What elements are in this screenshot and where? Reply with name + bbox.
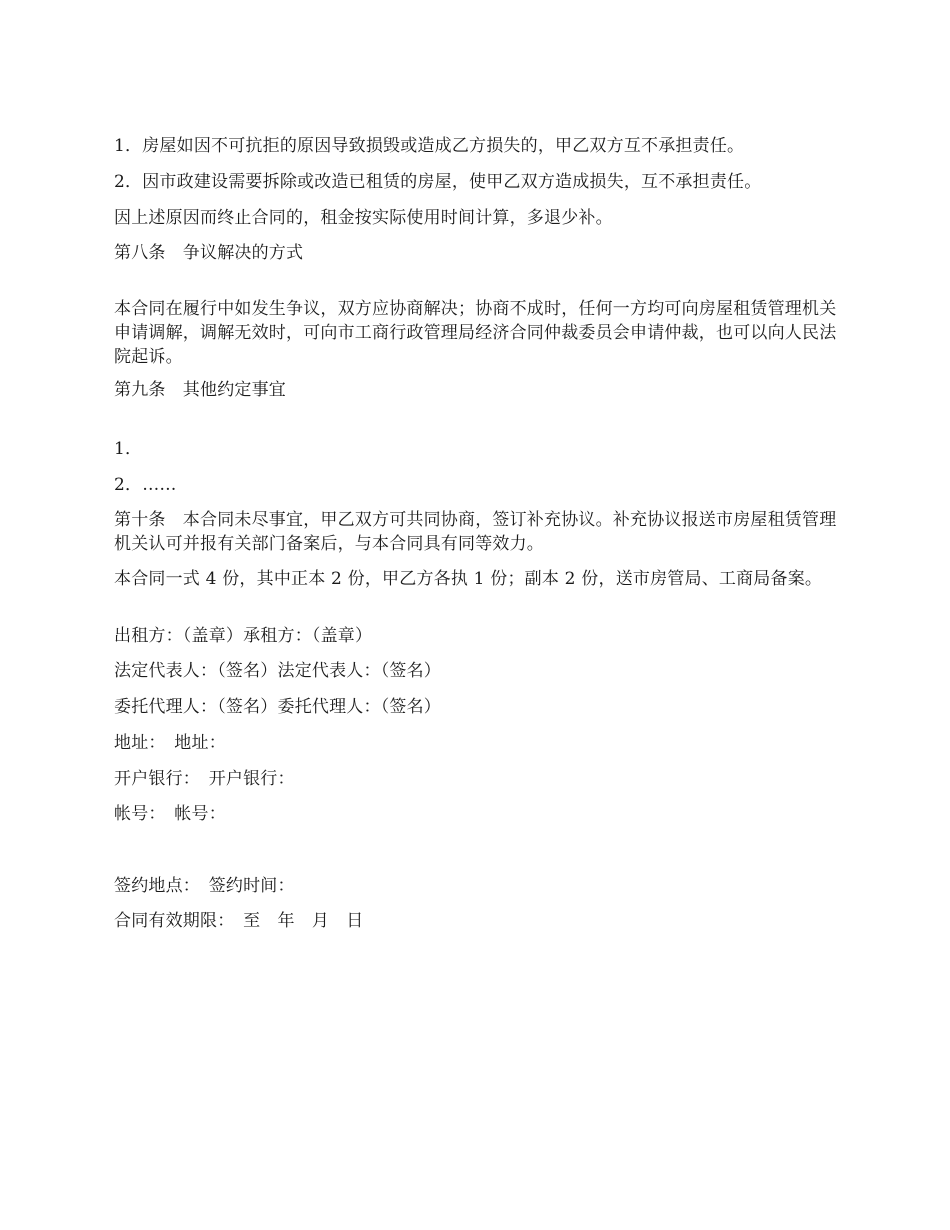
bank: 开户银行： 开户银行： xyxy=(114,769,295,789)
article-9-item-2: 2．…… xyxy=(114,475,177,495)
legal-representative: 法定代表人：（签名）法定代表人：（签名） xyxy=(114,661,441,681)
validity-period: 合同有效期限： 至 年 月 日 xyxy=(114,911,364,931)
article-10: 第十条 本合同未尽事宜，甲乙双方可共同协商，签订补充协议。补充协议报送市房屋租赁管理机关认可并报有关部门备案后，与本合同具有同等效力。 xyxy=(114,510,837,554)
authorized-agent: 委托代理人：（签名）委托代理人：（签名） xyxy=(114,697,441,717)
article-9-item-1: 1． xyxy=(114,439,143,459)
clause-7-item-2: 2．因市政建设需要拆除或改造已租赁的房屋，使甲乙双方造成损失，互不承担责任。 xyxy=(114,172,762,192)
parties-seal: 出租方：（盖章）承租方：（盖章） xyxy=(114,626,373,646)
account: 帐号： 帐号： xyxy=(114,804,226,824)
copies-clause: 本合同一式 4 份，其中正本 2 份，甲乙方各执 1 份；副本 2 份，送市房管局、工商局备案。 xyxy=(114,569,823,589)
address: 地址： 地址： xyxy=(114,733,226,753)
clause-7-note: 因上述原因而终止合同的，租金按实际使用时间计算，多退少补。 xyxy=(114,208,613,228)
clause-7-item-1: 1．房屋如因不可抗拒的原因导致损毁或造成乙方损失的，甲乙双方互不承担责任。 xyxy=(114,136,745,156)
sign-place-time: 签约地点： 签约时间： xyxy=(114,876,295,896)
article-8-body: 本合同在履行中如发生争议，双方应协商解决；协商不成时，任何一方均可向房屋租赁管理机关申请调解，调解无效时，可向市工商行政管理局经济合同仲裁委员会申请仲裁，也可以向人民法院起诉。 xyxy=(114,299,837,367)
article-9-heading: 第九条 其他约定事宜 xyxy=(114,380,286,400)
article-8-heading: 第八条 争议解决的方式 xyxy=(114,243,304,263)
